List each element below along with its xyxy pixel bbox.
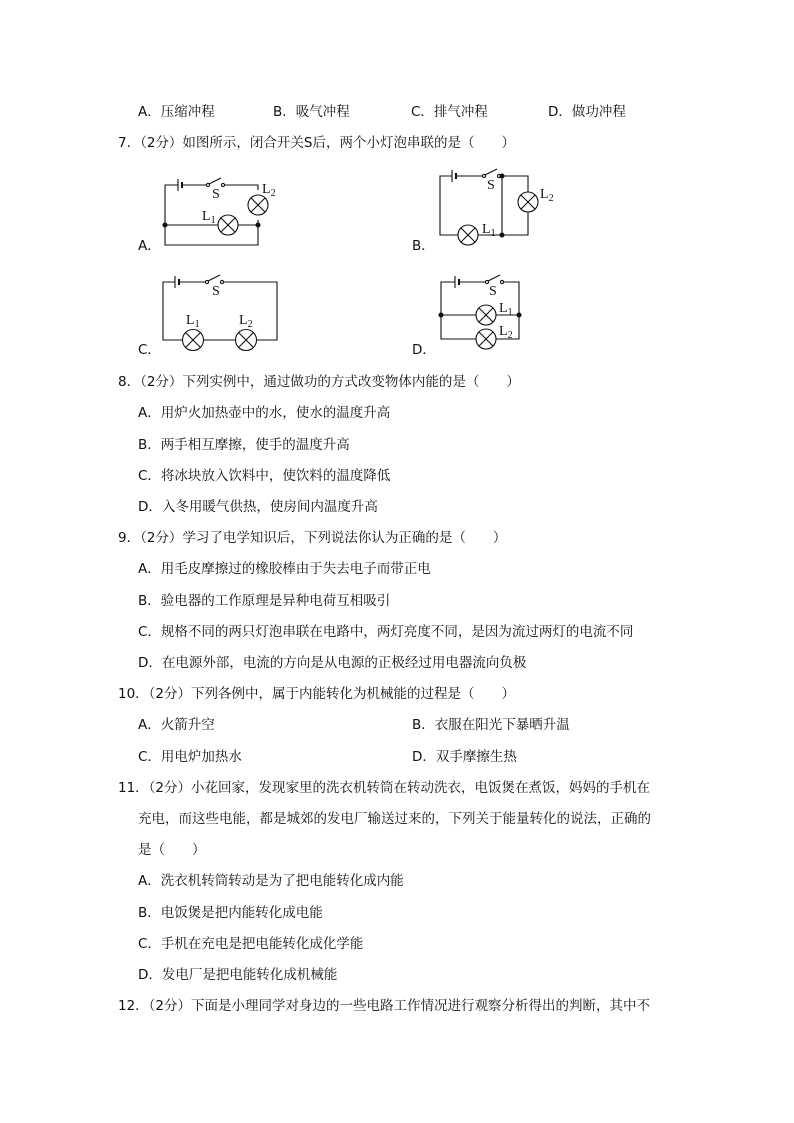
circuit-b-l1-label: $L_1$ <box>482 222 496 239</box>
circuit-d-l1-label: $L_1$ <box>499 301 513 318</box>
q7-option-c-label: C． <box>138 342 161 358</box>
q11-stem-line-1: 11．（2分）小花回家，发现家里的洗衣机转筒在转动洗衣，电饭煲在煮饭，妈妈的手机在 <box>118 780 651 796</box>
q7-stem: 7．（2分）如图所示，闭合开关S后，两个小灯泡串联的是（ ） <box>118 135 515 151</box>
q8-option-b: B．两手相互摩擦，使手的温度升高 <box>138 437 350 453</box>
q9-option-d: D．在电源外部，电流的方向是从电源的正极经过用电器流向负极 <box>138 655 527 671</box>
q9-stem: 9．（2分）学习了电学知识后，下列说法你认为正确的是（ ） <box>118 530 507 546</box>
q11-option-d: D．发电厂是把电能转化成机械能 <box>138 967 338 983</box>
q6-option-a: A．压缩冲程 <box>138 104 215 120</box>
q9-option-b: B．验电器的工作原理是异种电荷互相吸引 <box>138 593 391 609</box>
q8-option-c: C．将冰块放入饮料中，使饮料的温度降低 <box>138 468 391 484</box>
circuit-a-switch-label: S <box>212 187 220 202</box>
circuit-a-l2-label: $L_2$ <box>262 182 276 199</box>
q9-option-a: A．用毛皮摩擦过的橡胶棒由于失去电子而带正电 <box>138 561 431 577</box>
circuit-b-switch-label: S <box>487 178 495 193</box>
q12-stem-line-1: 12．（2分）下面是小理同学对身边的一些电路工作情况进行观察分析得出的判断，其中不 <box>118 998 651 1014</box>
circuit-c-l1-label: $L_1$ <box>186 313 200 330</box>
circuit-a-l1-label: $L_1$ <box>202 209 216 226</box>
q10-option-d: D．双手摩擦生热 <box>412 749 517 765</box>
q11-stem-line-2: 充电，而这些电能，都是城郊的发电厂输送过来的，下列关于能量转化的说法，正确的 <box>138 811 651 827</box>
q7-option-b-label: B． <box>412 238 435 254</box>
q6-option-c: C．排气冲程 <box>411 104 488 120</box>
q6-option-b: B．吸气冲程 <box>273 104 350 120</box>
q10-option-c: C．用电炉加热水 <box>138 749 242 765</box>
circuit-b-l2-label: $L_2$ <box>540 187 554 204</box>
q6-option-d: D．做功冲程 <box>548 104 626 120</box>
q11-option-a: A．洗衣机转筒转动是为了把电能转化成内能 <box>138 873 404 889</box>
q11-stem-line-3: 是（ ） <box>138 842 206 858</box>
q8-stem: 8．（2分）下列实例中，通过做功的方式改变物体内能的是（ ） <box>118 374 520 390</box>
q9-option-c: C．规格不同的两只灯泡串联在电路中，两灯亮度不同，是因为流过两灯的电流不同 <box>138 624 634 640</box>
circuit-d-l2-label: $L_2$ <box>499 324 513 341</box>
q11-option-b: B．电饭煲是把内能转化成电能 <box>138 905 323 921</box>
q7-option-d-label: D． <box>412 342 436 358</box>
circuit-d-switch-label: S <box>489 284 497 299</box>
q7-option-a-label: A． <box>138 238 161 254</box>
q8-option-a: A．用炉火加热壶中的水，使水的温度升高 <box>138 405 391 421</box>
q10-option-a: A．火箭升空 <box>138 717 215 733</box>
circuit-diagram-d <box>0 0 560 370</box>
circuit-c-switch-label: S <box>212 284 220 299</box>
q10-stem: 10．（2分）下列各例中，属于内能转化为机械能的过程是（ ） <box>118 686 516 702</box>
q8-option-d: D．入冬用暖气供热，使房间内温度升高 <box>138 499 378 515</box>
circuit-c-l2-label: $L_2$ <box>239 313 253 330</box>
q10-option-b: B．衣服在阳光下暴晒升温 <box>412 717 570 733</box>
q11-option-c: C．手机在充电是把电能转化成化学能 <box>138 936 364 952</box>
